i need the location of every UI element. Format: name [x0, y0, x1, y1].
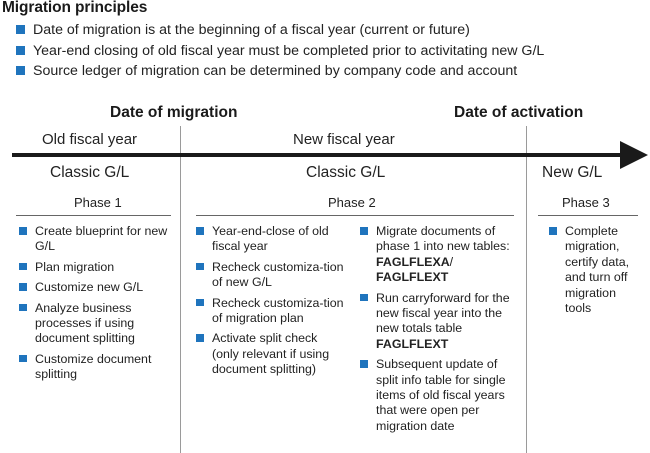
phase-2-step: Activate split check (only relevant if using document splitting) — [196, 331, 346, 377]
phase-3-steps — [549, 224, 641, 321]
square-bullet-icon — [19, 355, 27, 363]
phase-2-step: Migrate documents of phase 1 into new tables: FAGLFLEXA/ FAGLFLEXT — [360, 224, 516, 286]
arrow-head-icon — [620, 141, 648, 169]
classic-gl-old-label: Classic G/L — [50, 164, 130, 181]
principle-text: Year-end closing of old fiscal year must be completed prior to activitating new G/L — [33, 42, 545, 59]
square-bullet-icon — [360, 294, 368, 302]
square-bullet-icon — [16, 25, 25, 34]
phase-3-step: Complete migration, certify data, and turn off migration tools — [549, 224, 641, 316]
phase-1-step: Plan migration — [19, 260, 169, 275]
principle-item — [16, 20, 544, 41]
phase-2-step: Recheck customiza-tion of new G/L — [196, 260, 346, 291]
old-fiscal-year-label: Old fiscal year — [42, 131, 138, 148]
phase-1-step: Customize new G/L — [19, 280, 169, 295]
table-name-faglflext: FAGLFLEXT — [376, 270, 449, 285]
phase-2-step: Recheck customiza-tion of migration plan — [196, 296, 346, 327]
square-bullet-icon — [19, 304, 27, 312]
table-name-faglflext: FAGLFLEXT — [376, 336, 449, 351]
phase-2-step: Run carryforward for the new fiscal year into the new totals table FAGLFLEXT — [360, 291, 516, 353]
migration-divider — [180, 126, 181, 453]
classic-gl-new-label: Classic G/L — [306, 164, 386, 181]
square-bullet-icon — [16, 46, 25, 55]
square-bullet-icon — [196, 299, 204, 307]
phase-2-right-steps — [360, 224, 516, 439]
principles-list — [16, 20, 544, 82]
phase-2-left-steps — [196, 224, 346, 383]
phase-2-label: Phase 2 — [328, 195, 376, 210]
principle-text: Date of migration is at the beginning of a fiscal year (current or future) — [33, 22, 470, 38]
date-of-activation-label: Date of activation — [454, 104, 584, 121]
new-gl-label: New G/L — [542, 164, 603, 181]
square-bullet-icon — [360, 360, 368, 368]
phase-2-underline — [196, 215, 514, 216]
principle-item — [16, 61, 544, 82]
table-name-faglflexa: FAGLFLEXA — [376, 254, 450, 269]
phase-1-underline — [16, 215, 171, 216]
phase-1-label: Phase 1 — [74, 195, 122, 210]
square-bullet-icon — [549, 227, 557, 235]
timeline-arrow-line — [12, 153, 624, 157]
phase-3-label: Phase 3 — [562, 195, 610, 210]
square-bullet-icon — [19, 283, 27, 291]
phase-3-underline — [538, 215, 638, 216]
phase-2-step: Subsequent update of split info table for single items of old fiscal years that were open per migration date — [360, 357, 516, 434]
phase-1-step: Create blueprint for new G/L — [19, 224, 169, 255]
square-bullet-icon — [196, 334, 204, 342]
square-bullet-icon — [16, 66, 25, 75]
square-bullet-icon — [19, 227, 27, 235]
square-bullet-icon — [360, 227, 368, 235]
principle-item — [16, 41, 544, 62]
phase-1-step: Customize document splitting — [19, 352, 169, 383]
square-bullet-icon — [19, 263, 27, 271]
square-bullet-icon — [196, 263, 204, 271]
principle-text: Source ledger of migration can be determined by company code and account — [33, 63, 518, 79]
phase-2-step: Year-end-close of old fiscal year — [196, 224, 346, 255]
new-fiscal-year-label: New fiscal year — [293, 131, 395, 148]
square-bullet-icon — [196, 227, 204, 235]
diagram-title: Migration principles — [2, 0, 148, 16]
date-of-migration-label: Date of migration — [110, 104, 238, 121]
phase-1-steps — [19, 224, 169, 388]
phase-1-step: Analyze business processes if using document splitting — [19, 301, 169, 347]
activation-divider — [526, 126, 527, 453]
